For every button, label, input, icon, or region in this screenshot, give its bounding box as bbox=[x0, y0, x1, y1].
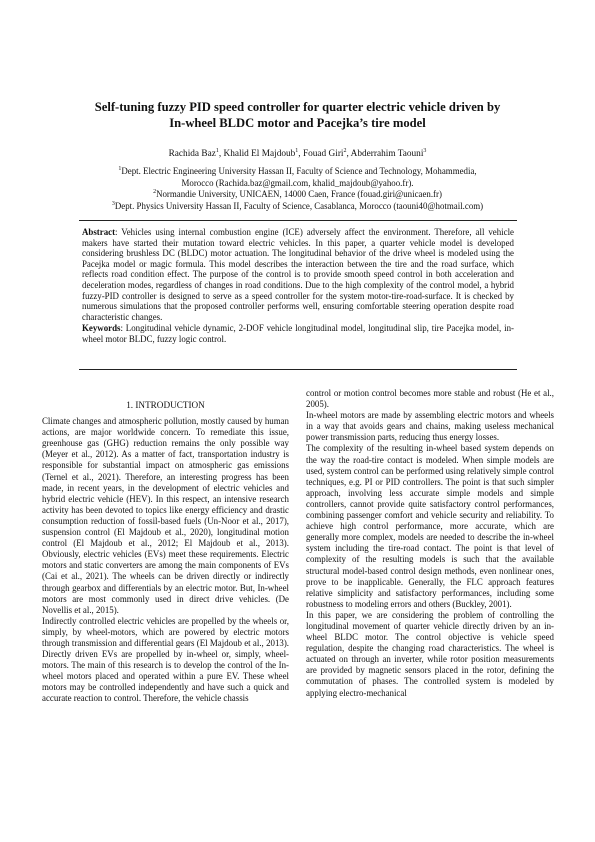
keywords bbox=[82, 323, 514, 344]
left-paragraph-1: Climate changes and atmospheric pollution, mostly caused by human actions, are major worldwide concern. To remediate this issue, greenhouse gas (GHG) reduction remains the only possible way (Meyer et al., 2012). As a matter of fact, transportation industry is responsible for substantial impact on atmospheric gas emissions (Ternel et al., 2021). Therefore, an interesting progress has been made, in recent years, in the development of electric vehicles and hybrid electric vehicle (HEV). In this respect, an intensive research activity has been devoted to topics like energy efficiency and drastic consumption reduction of fossil-based fuels (Un-Noor et al., 2017), suspension control (El Majdoub et al., 2020), longitudinal motion control (El Majdoub et al., 2012; El Majdoub et al., 2013). Obviously, electric vehicles (EVs) meet these requirements. Electric motors and static converters are among the main components of EVs (Cai et al., 2021). The wheels can be driven directly or indirectly through gearbox and differentials by an electric motor. But, In-wheel motors are most commonly used in direct drive vehicles. (De Novellis et al., 2015). bbox=[42, 416, 289, 615]
affiliation-1 bbox=[60, 166, 535, 178]
right-paragraph-2: In-wheel motors are made by assembling electric motors and wheels in a way that avoids gears and chains, making useless mechanical power transmission parts, reducing thus energy losses. bbox=[306, 410, 554, 443]
author-separator: , bbox=[346, 149, 351, 159]
keywords-text: : Longitudinal vehicle dynamic, 2-DOF vehicle longitudinal model, longitudinal slip, tire Pacejka model, in-wheel motor BLDC, fuzzy logic control. bbox=[82, 323, 514, 344]
author-4: Abderrahim Taouni bbox=[350, 149, 424, 159]
affiliation-3-marker: 3 bbox=[111, 200, 115, 207]
author-separator: , bbox=[218, 149, 224, 159]
abstract bbox=[82, 227, 514, 322]
affiliation-2 bbox=[60, 189, 535, 201]
author-2: Khalid El Majdoub bbox=[223, 149, 296, 159]
left-paragraph-2: Indirectly controlled electric vehicles are propelled by the wheels or, simply, by wheel-motors, which are powered by electric motors through transmission and differential gears (El Majdoub et al., 2013). Directly driven EVs are propelled by in-wheel or, simply, wheel-motors. The main of this research is to develop the control of the In-wheel motors placed and operated within a pure EV. These wheel motors may be controlled independently and have such a quick and accurate reaction to control. Therefore, the vehicle chassis bbox=[42, 615, 289, 704]
right-paragraph-4: In this paper, we are considering the problem of controlling the longitudinal movement of quarter vehicle directly driven by an in-wheel BLDC motor. The control objective is vehicle speed regulation, despite the changing road characteristics. The wheel is actuated on through an inverter, while rotor position measurements are provided by magnetic sensors placed in the rotor, defining the commutation of phases. The controlled system is modeled by applying electro-mechanical bbox=[306, 609, 554, 698]
paper-title bbox=[70, 99, 525, 131]
affiliation-3 bbox=[60, 201, 535, 213]
author-3: Fouad Giri bbox=[302, 149, 344, 159]
abstract-label: Abstract bbox=[82, 227, 116, 237]
affiliation-1-marker: 1 bbox=[118, 166, 122, 173]
affiliation-1-line-1: Dept. Electric Engineering University Hassan II, Faculty of Science and Technology, Mohammedia, bbox=[121, 166, 477, 176]
author-separator: , bbox=[298, 149, 303, 159]
affiliation-3-line-1: Dept. Physics University Hassan II, Faculty of Science, Casablanca, Morocco (taouni40@hotmail.com) bbox=[114, 200, 484, 211]
left-column bbox=[42, 400, 289, 705]
affiliations bbox=[60, 166, 535, 212]
affiliation-1-continuation: Morocco (Rachida.baz@gmail.com, khalid_majdoub@yahoo.fr). bbox=[181, 177, 414, 188]
title-line-1: Self-tuning fuzzy PID speed controller for quarter electric vehicle driven by bbox=[94, 100, 501, 114]
right-paragraph-3: The complexity of the resulting in-wheel based system depends on the way the road-tire contact is modeled. When simple models are used, system control can be performed using relatively simple control techniques, e.g. PI or PID controllers. The point is that such simpler approach, involving less accurate simple models and simple controllers, cannot provide quite satisfactory control performances, combining passenger comfort and vehicle security and reliability. To achieve high control performance, more accurate, which are generally more complex, models are needed to describe the in-wheel system including the tire-road contact. The point is that level of complexity of the resulting models is such that the available structural model-based control design methods, even nonlinear ones, prove to be inapplicable. Generally, the FLC approach features relative simplicity and satisfactory performances, including some robustness to modeling errors and others (Buckley, 2001). bbox=[306, 443, 554, 609]
abstract-text: : Vehicles using internal combustion engine (ICE) adversely affect the environment. Therefore, all vehicle makers have started their mutation toward electric vehicles. In this paper, a quarter vehicle model is developed considering brushless DC (BLDC) motor actuation. The longitudinal behavior of the drive wheel is modeled using the Pacejka model or magic formula. This model describes the interaction between the tire and the road surface, which reflects road condition effect. The purpose of the control is to provide smooth speed control in both acceleration and deceleration modes, regardless of changes in road conditions. Due to the high complexity of the control model, a hybrid fuzzy-PID controller is designed to serve as a speed controller for the system motor-tire-road-surface. It is checked by numerous simulations that the proposed controller performs well, ensuring comfortable steering operation despite road characteristic changes. bbox=[82, 227, 514, 322]
author-1-affil: 1 bbox=[215, 147, 219, 154]
author-list bbox=[60, 148, 535, 160]
author-4-affil: 3 bbox=[423, 147, 427, 154]
abstract-box bbox=[79, 220, 517, 370]
keywords-label: Keywords bbox=[82, 323, 121, 334]
author-1: Rachida Baz bbox=[168, 149, 216, 159]
author-3-affil: 2 bbox=[343, 147, 347, 154]
affiliation-2-marker: 2 bbox=[153, 189, 157, 196]
author-2-affil: 1 bbox=[295, 147, 299, 154]
section-heading-introduction: 1. INTRODUCTION bbox=[126, 400, 205, 410]
affiliation-2-line-1: Normandie University, UNICAEN, 14000 Caen, France (fouad.giri@unicaen.fr) bbox=[156, 189, 442, 200]
title-line-2: In-wheel BLDC motor and Pacejka’s tire model bbox=[169, 116, 426, 130]
right-paragraph-1: control or motion control becomes more stable and robust (He et al., 2005). bbox=[306, 388, 554, 410]
right-column bbox=[306, 388, 554, 699]
